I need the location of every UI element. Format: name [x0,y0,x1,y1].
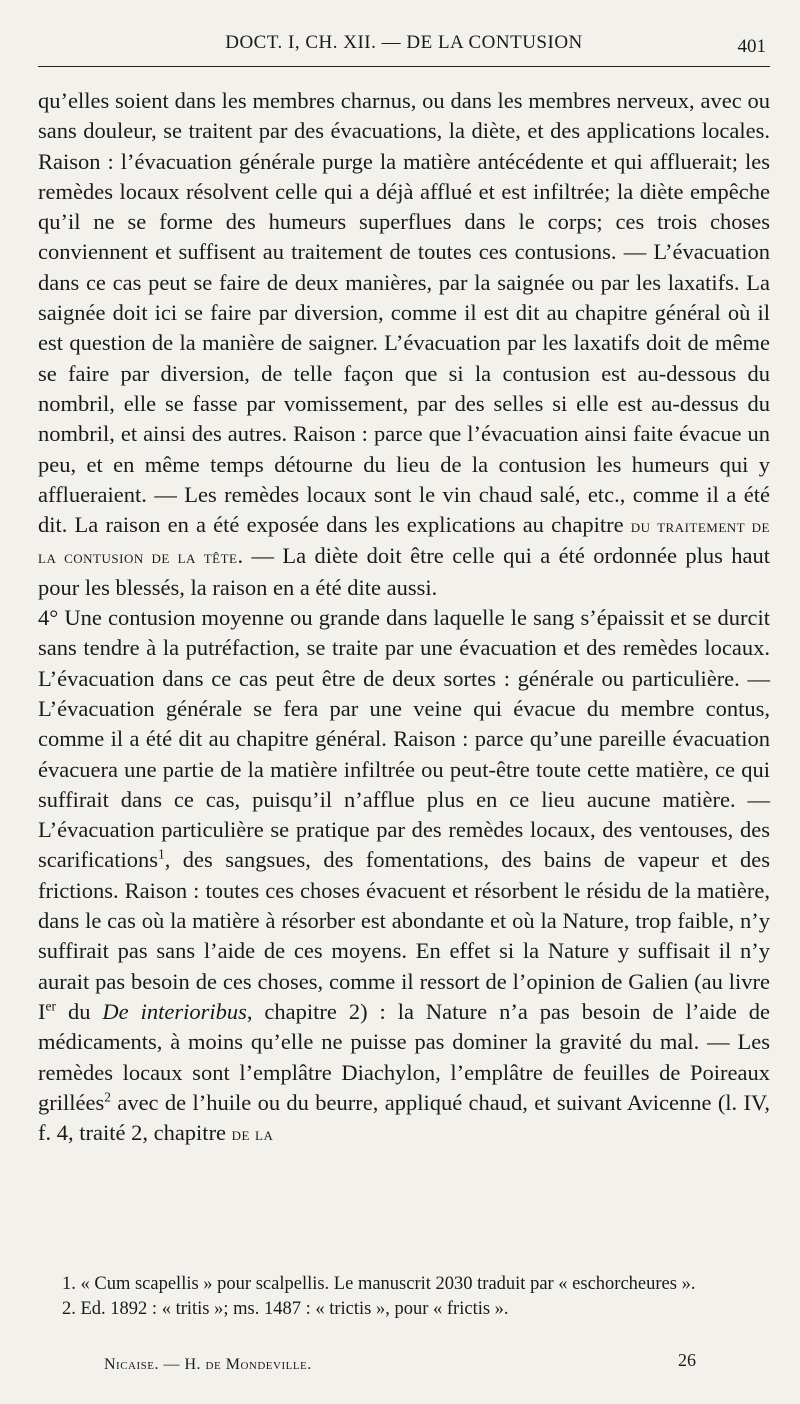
paragraph-2-text-d: , chapitre 2) : la Nature n’a pas besoin de l’aide de médicaments, à moins qu’elle ne puisse pas dominer la gravité du mal. — Les remèdes locaux sont l’emplâtre Diachylon, l’emplâtre de feuilles de Poireaux grillées [38,998,771,1115]
footnotes [38,1272,770,1321]
paragraph-1-text-b: . — La diète doit être celle qui a été ordonnée plus haut pour les blessés, la raison en a été dite aussi. [38,543,770,600]
paragraph-2 [38,603,770,1149]
signature-text: Nicaise. — H. de Mondeville. [104,1356,312,1373]
footnote-ref-1: 1 [157,846,165,862]
signature-number: 26 [678,1350,696,1370]
chapter-reference-2: de la [231,1124,274,1145]
body-text [38,86,770,1149]
paragraph-2-text-a: 4° Une contusion moyenne ou grande dans laquelle le sang s’épaissit et se durcit sans tendre à la putréfaction, se traite par une évacuation et des remèdes locaux. L’évacuation dans ce cas peut être de deux sortes : générale ou particulière. — L’évacuation générale se fera par une veine qui évacue du membre contus, comme il a été dit au chapitre général. Raison : parce qu’une pareille évacuation évacuera une partie de la matière infiltrée ou peut-être toute cette matière, ce qui suffirait dans ce cas, puisqu’il n’afflue plus en ce lieu aucune matière. — L’évacuation particulière se pratique par des remèdes locaux, des ventouses, des scarifications [38,605,770,873]
signature-line [104,1356,312,1374]
running-head [38,28,770,64]
superscript-er: er [45,998,56,1014]
page-number: 401 [737,36,766,57]
footnote-ref-2: 2 [104,1089,111,1105]
chapter-reference: du traitement de la contusion de la tête [38,516,770,568]
running-title: DOCT. I, CH. XII. — DE LA CONTUSION [225,32,583,53]
book-title: De interioribus [102,998,247,1024]
paragraph-2-text-e: avec de l’huile ou du beurre, appliqué chaud, et suivant Avicenne (l. IV, f. 4, traité 2, chapitre [38,1089,770,1146]
paragraph-1-text-a: qu’elles soient dans les membres charnus, ou dans les membres nerveux, avec ou sans douleur, se traitent par des évacuations, la diète, et des applications locales. Raison : l’évacuation générale purge la matière antécédente et qui affluerait; les remèdes locaux résolvent celle qui a déjà afflué et est infiltrée; la diète empêche qu’il ne se forme des humeurs superflues dans le corps; ces trois choses conviennent et suffisent au traitement de toutes ces contusions. — L’évacuation dans ce cas peut se faire de deux manières, par la saignée ou par les laxatifs. La saignée doit ici se faire par diversion, comme il est dit au chapitre général où il est question de la manière de saigner. L’évacuation par les laxatifs doit de même se faire par diversion, de telle façon que si la contusion est au-dessous du nombril, elle se fasse par vomissement, par des selles si elle est au-dessus du nombril, et ainsi des autres. Raison : parce que l’évacuation ainsi faite évacue un peu, et en même temps détourne du lieu de la contusion les humeurs qui y afflueraient. — Les remèdes locaux sont le vin chaud salé, etc., comme il a été dit. La raison en a été exposée dans les explications au chapitre [38,88,770,538]
footnote-1: 1. « Cum scapellis » pour scalpellis. Le manuscrit 2030 traduit par « eschorcheures ». [62,1274,696,1294]
paragraph-2-text-c: du [56,998,103,1024]
footnote-2: 2. Ed. 1892 : « tritis »; ms. 1487 : « trictis », pour « frictis ». [62,1298,509,1319]
paragraph-2-text-b: , des sangsues, des fomentations, des bains de vapeur et des frictions. Raison : toutes ces choses évacuent et résorbent le résidu de la matière, dans le cas où la matière à résorber est abondante et où la Nature, trop faible, n’y suffirait pas sans l’aide de ces moyens. En effet si la Nature y suffisait il n’y aurait pas besoin de ces choses, comme il ressort de l’opinion de Galien (au livre I [38,847,770,1024]
header-rule [38,66,770,67]
paragraph-1 [38,86,770,603]
